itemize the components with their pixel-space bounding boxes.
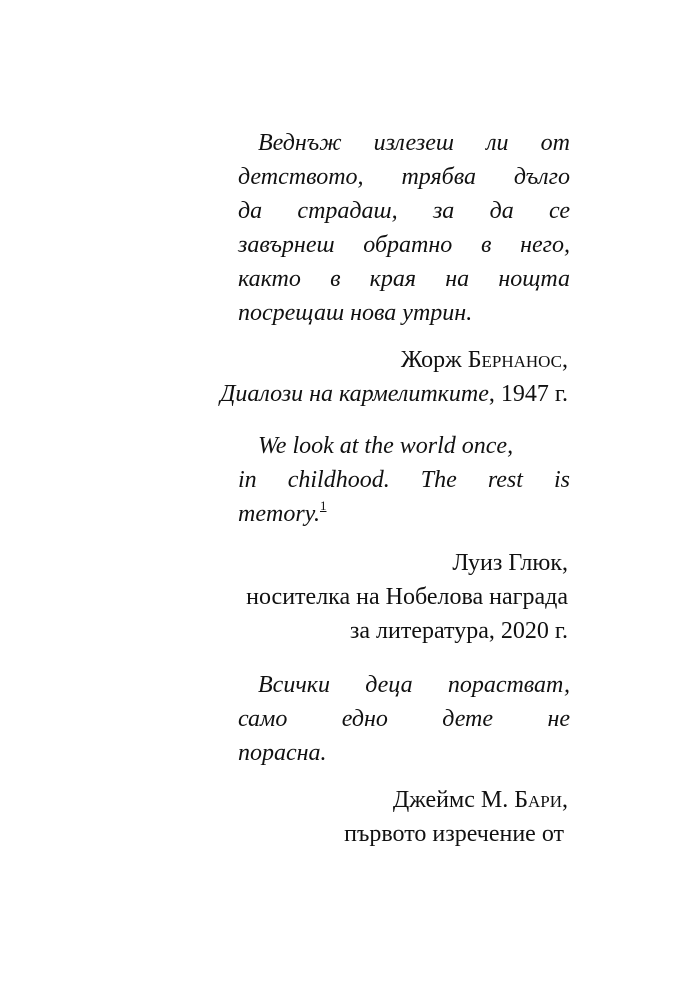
quote-line: посрещаш нова утрин. [238, 300, 473, 326]
source-attribution: носителка на Нобелова награда [246, 584, 568, 610]
quote-line: да страдаш, за да се [238, 198, 570, 224]
quote-line: Всички деца порастват, [258, 672, 570, 698]
quote-line [238, 499, 326, 529]
author-attribution: Луиз Глюк, [452, 550, 568, 576]
author-surname: Бари [514, 787, 562, 813]
author-attribution [393, 785, 568, 815]
author-first-name: Жорж [400, 347, 468, 373]
quote-line: in childhood. The rest is [238, 467, 570, 493]
quote-text: memory. [238, 501, 320, 527]
source-year: , 1947 г. [488, 381, 568, 407]
author-surname: Бернанос [467, 347, 562, 373]
quote-line: детството, трябва дълго [238, 164, 570, 190]
source-attribution: за литература, 2020 г. [349, 618, 568, 644]
source-attribution: първото изречение от [344, 821, 564, 847]
quote-line: порасна. [238, 740, 327, 766]
author-comma: , [562, 347, 568, 373]
quote-line: както в края на нощта [238, 266, 570, 292]
quote-line: само едно дете не [238, 706, 570, 732]
footnote-link[interactable]: 1 [319, 498, 327, 513]
quote-line: завърнеш обратно в него, [238, 232, 570, 258]
author-attribution [401, 345, 568, 375]
author-first-name: Джеймс М. [392, 787, 515, 813]
quote-line: Веднъж излезеш ли от [258, 130, 570, 156]
source-attribution [220, 379, 568, 409]
source-title: Диалози на кармелитките [220, 381, 489, 407]
author-comma: , [562, 787, 568, 813]
quote-line: We look at the world once, [258, 433, 514, 459]
